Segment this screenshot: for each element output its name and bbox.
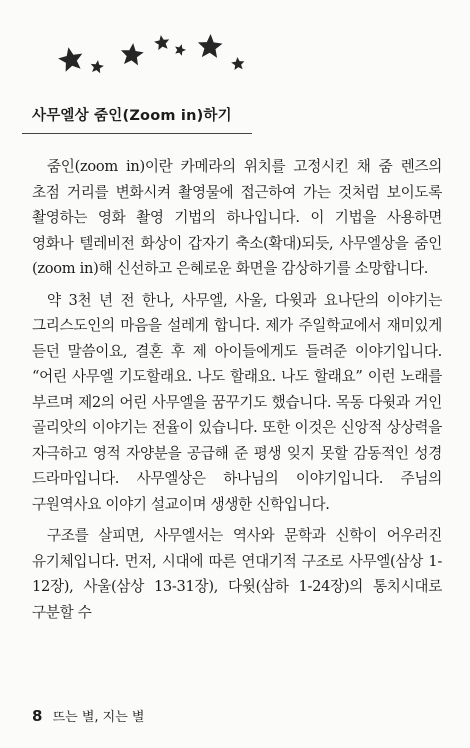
paragraph: 약 3천 년 전 한나, 사무엘, 사울, 다윗과 요나단의 이야기는 그리스도인의 마음을 설레게 합니다. 제가 주일학교에서 재미있게 듣던 말씀이요, 결혼 후 제 아이들에게도 들려준 이야기입니다. “어린 사무엘 기도할래요. 나도 할래요. 나도 할래요” 이런 노래를 부르며 제2의 어린 사무엘을 꿈꾸기도 했습니다. 목동 다윗과 거인 골리앗의 이야기는 전율이 있습니다. 또한 이것은 신앙적 상상력을 자극하고 영적 자양분을 공급해 준 평생 잊지 못할 감동적인 성경 드라마입니다. 사무엘상은 하나님의 이야기입니다. 주님의 구원역사요 이야기 설교이며 생생한 신학입니다. xyxy=(32,291,442,513)
star-icon xyxy=(175,44,186,55)
star-icon xyxy=(121,43,144,65)
page-footer xyxy=(32,706,144,725)
page-number: 8 xyxy=(32,707,43,725)
star-icon xyxy=(58,47,82,72)
heading-underline xyxy=(22,133,252,134)
book-title: 뜨는 별, 지는 별 xyxy=(52,710,145,725)
paragraph: 줌인(zoom in)이란 카메라의 위치를 고정시킨 채 줌 렌즈의 초점 거리를 변화시켜 촬영물에 접근하여 가는 것처럼 보이도록 촬영하는 영화 촬영 기법의 하나입니다. 이 기법을 사용하면 영화나 텔레비전 화상이 갑자기 축소(확대)되듯, 사무엘상을 줌인(zoom in)해 신선하고 은혜로운 화면을 감상하기를 소망합니다. xyxy=(32,158,442,277)
stars-ornament xyxy=(0,0,470,100)
star-icon xyxy=(91,60,104,73)
section-heading: 사무엘상 줌인(Zoom in)하기 xyxy=(32,108,232,124)
star-icon xyxy=(231,57,244,70)
star-icon xyxy=(154,35,169,50)
paragraph: 구조를 살피면, 사무엘서는 역사와 문학과 신학이 어우러진 유기체입니다. 먼저, 시대에 따른 연대기적 구조로 사무엘(삼상 1-12장), 사울(삼상 13-31장), 다윗(삼하 1-24장)의 통치시대로 구분할 수 xyxy=(32,527,442,621)
body-text xyxy=(32,154,442,631)
star-icon xyxy=(198,34,223,58)
